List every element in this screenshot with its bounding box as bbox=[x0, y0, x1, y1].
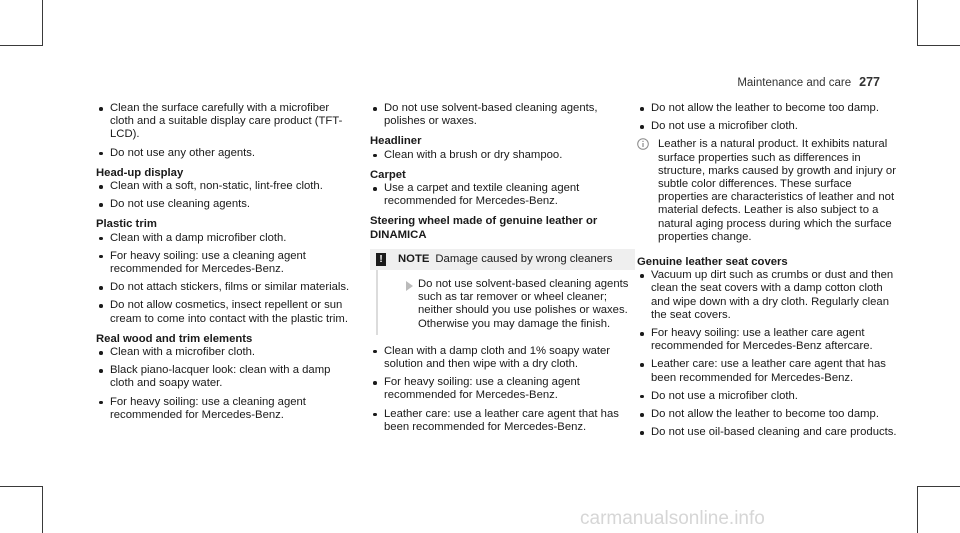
list-item: Do not use a microfiber cloth. bbox=[637, 390, 900, 403]
arrow-right-icon bbox=[406, 281, 413, 291]
crop-mark bbox=[42, 0, 43, 46]
note-body bbox=[376, 270, 635, 335]
watermark: carmanualsonline.info bbox=[580, 508, 765, 529]
list-item: Vacuum up dirt such as crumbs or dust and then clean the seat covers with a damp cotton cloth and wipe down with a dry cloth. Regularly clean the seat covers. bbox=[637, 269, 900, 322]
crop-mark bbox=[917, 45, 960, 46]
section-heading: Steering wheel made of genuine leather or DINAMICA bbox=[370, 215, 598, 241]
section-heading: Plastic trim bbox=[96, 218, 157, 231]
info-note bbox=[637, 138, 900, 244]
crop-mark bbox=[0, 45, 43, 46]
crop-mark bbox=[42, 486, 43, 533]
list-item: Do not use cleaning agents. bbox=[96, 198, 356, 211]
wood-trim-list bbox=[96, 346, 356, 422]
list-item: Do not use any other agents. bbox=[96, 147, 356, 160]
list-item: Do not use a microfiber cloth. bbox=[637, 120, 900, 133]
section-heading: Genuine leather seat covers bbox=[637, 256, 788, 269]
crop-mark bbox=[917, 0, 918, 46]
note-label: NOTE bbox=[398, 252, 430, 265]
list-item: Clean with a microfiber cloth. bbox=[96, 346, 356, 359]
seat-covers-list bbox=[637, 269, 900, 439]
steering-list bbox=[370, 345, 635, 434]
headliner-list bbox=[370, 149, 635, 162]
list-item: Do not allow the leather to become too damp. bbox=[637, 102, 900, 115]
section-heading: Headliner bbox=[370, 135, 422, 148]
note-box bbox=[370, 249, 635, 335]
section-heading: Head-up display bbox=[96, 166, 184, 179]
page-number: 277 bbox=[859, 75, 880, 89]
crop-mark bbox=[917, 486, 960, 487]
warning-icon: ! bbox=[376, 253, 386, 266]
list-item: For heavy soiling: use a cleaning agent recommended for Mercedes-Benz. bbox=[370, 376, 635, 402]
crop-mark bbox=[0, 486, 43, 487]
list-item: Do not allow cosmetics, insect repellent or sun cream to come into contact with the plastic trim. bbox=[96, 299, 356, 325]
page-header bbox=[737, 75, 880, 89]
section-heading: Real wood and trim elements bbox=[96, 332, 253, 345]
intro-list bbox=[96, 102, 356, 160]
list-item: Leather care: use a leather care agent that has been recommended for Mercedes-Benz. bbox=[637, 358, 900, 384]
plastic-trim-list bbox=[96, 232, 356, 326]
section-title: Maintenance and care bbox=[737, 77, 852, 89]
list-item: Do not allow the leather to become too damp. bbox=[637, 408, 900, 421]
list-item: Black piano-lacquer look: clean with a damp cloth and soapy water. bbox=[96, 364, 356, 390]
head-up-display-list bbox=[96, 180, 356, 211]
section-heading: Carpet bbox=[370, 168, 406, 181]
list-item: Do not attach stickers, films or similar materials. bbox=[96, 281, 356, 294]
list-item: For heavy soiling: use a cleaning agent recommended for Mercedes-Benz. bbox=[96, 396, 356, 422]
list-item: Clean with a damp cloth and 1% soapy water solution and then wipe with a dry cloth. bbox=[370, 345, 635, 371]
info-text: Leather is a natural product. It exhibits natural surface properties such as differences in structure, marks caused by growth and injury or subtle color differences. These surface properties are characteristics of leather and not material defects. Leather is also subject to a natural aging process during which the surface properties change. bbox=[658, 138, 896, 243]
column-1 bbox=[96, 102, 356, 427]
list-item: For heavy soiling: use a leather care agent recommended for Mercedes-Benz aftercare. bbox=[637, 327, 900, 353]
list-item: Clean with a damp microfiber cloth. bbox=[96, 232, 356, 245]
list-item: Use a carpet and textile cleaning agent recommended for Mercedes-Benz. bbox=[370, 182, 635, 208]
column-2 bbox=[370, 102, 635, 439]
crop-mark bbox=[917, 486, 918, 533]
list-item: Leather care: use a leather care agent that has been recommended for Mercedes-Benz. bbox=[370, 408, 635, 434]
list-item: Clean with a soft, non-static, lint-free cloth. bbox=[96, 180, 356, 193]
list-item: Clean the surface carefully with a microfiber cloth and a suitable display care product (TFT-LCD). bbox=[96, 102, 356, 142]
info-icon bbox=[637, 138, 649, 150]
list-item: For heavy soiling: use a cleaning agent recommended for Mercedes-Benz. bbox=[96, 250, 356, 276]
list-item: Do not use oil-based cleaning and care products. bbox=[637, 426, 900, 439]
list-item: Do not use solvent-based cleaning agents, polishes or waxes. bbox=[370, 102, 635, 128]
column-3 bbox=[637, 102, 900, 444]
carpet-list bbox=[370, 182, 635, 208]
intro-list bbox=[637, 102, 900, 133]
note-title: Damage caused by wrong cleaners bbox=[435, 252, 613, 265]
note-header bbox=[370, 249, 635, 270]
note-text: Do not use solvent-based cleaning agents such as tar remover or wheel cleaner; neither should you use polishes or waxes. Otherwise you may damage the finish. bbox=[418, 278, 629, 330]
intro-list bbox=[370, 102, 635, 128]
list-item: Clean with a brush or dry shampoo. bbox=[370, 149, 635, 162]
